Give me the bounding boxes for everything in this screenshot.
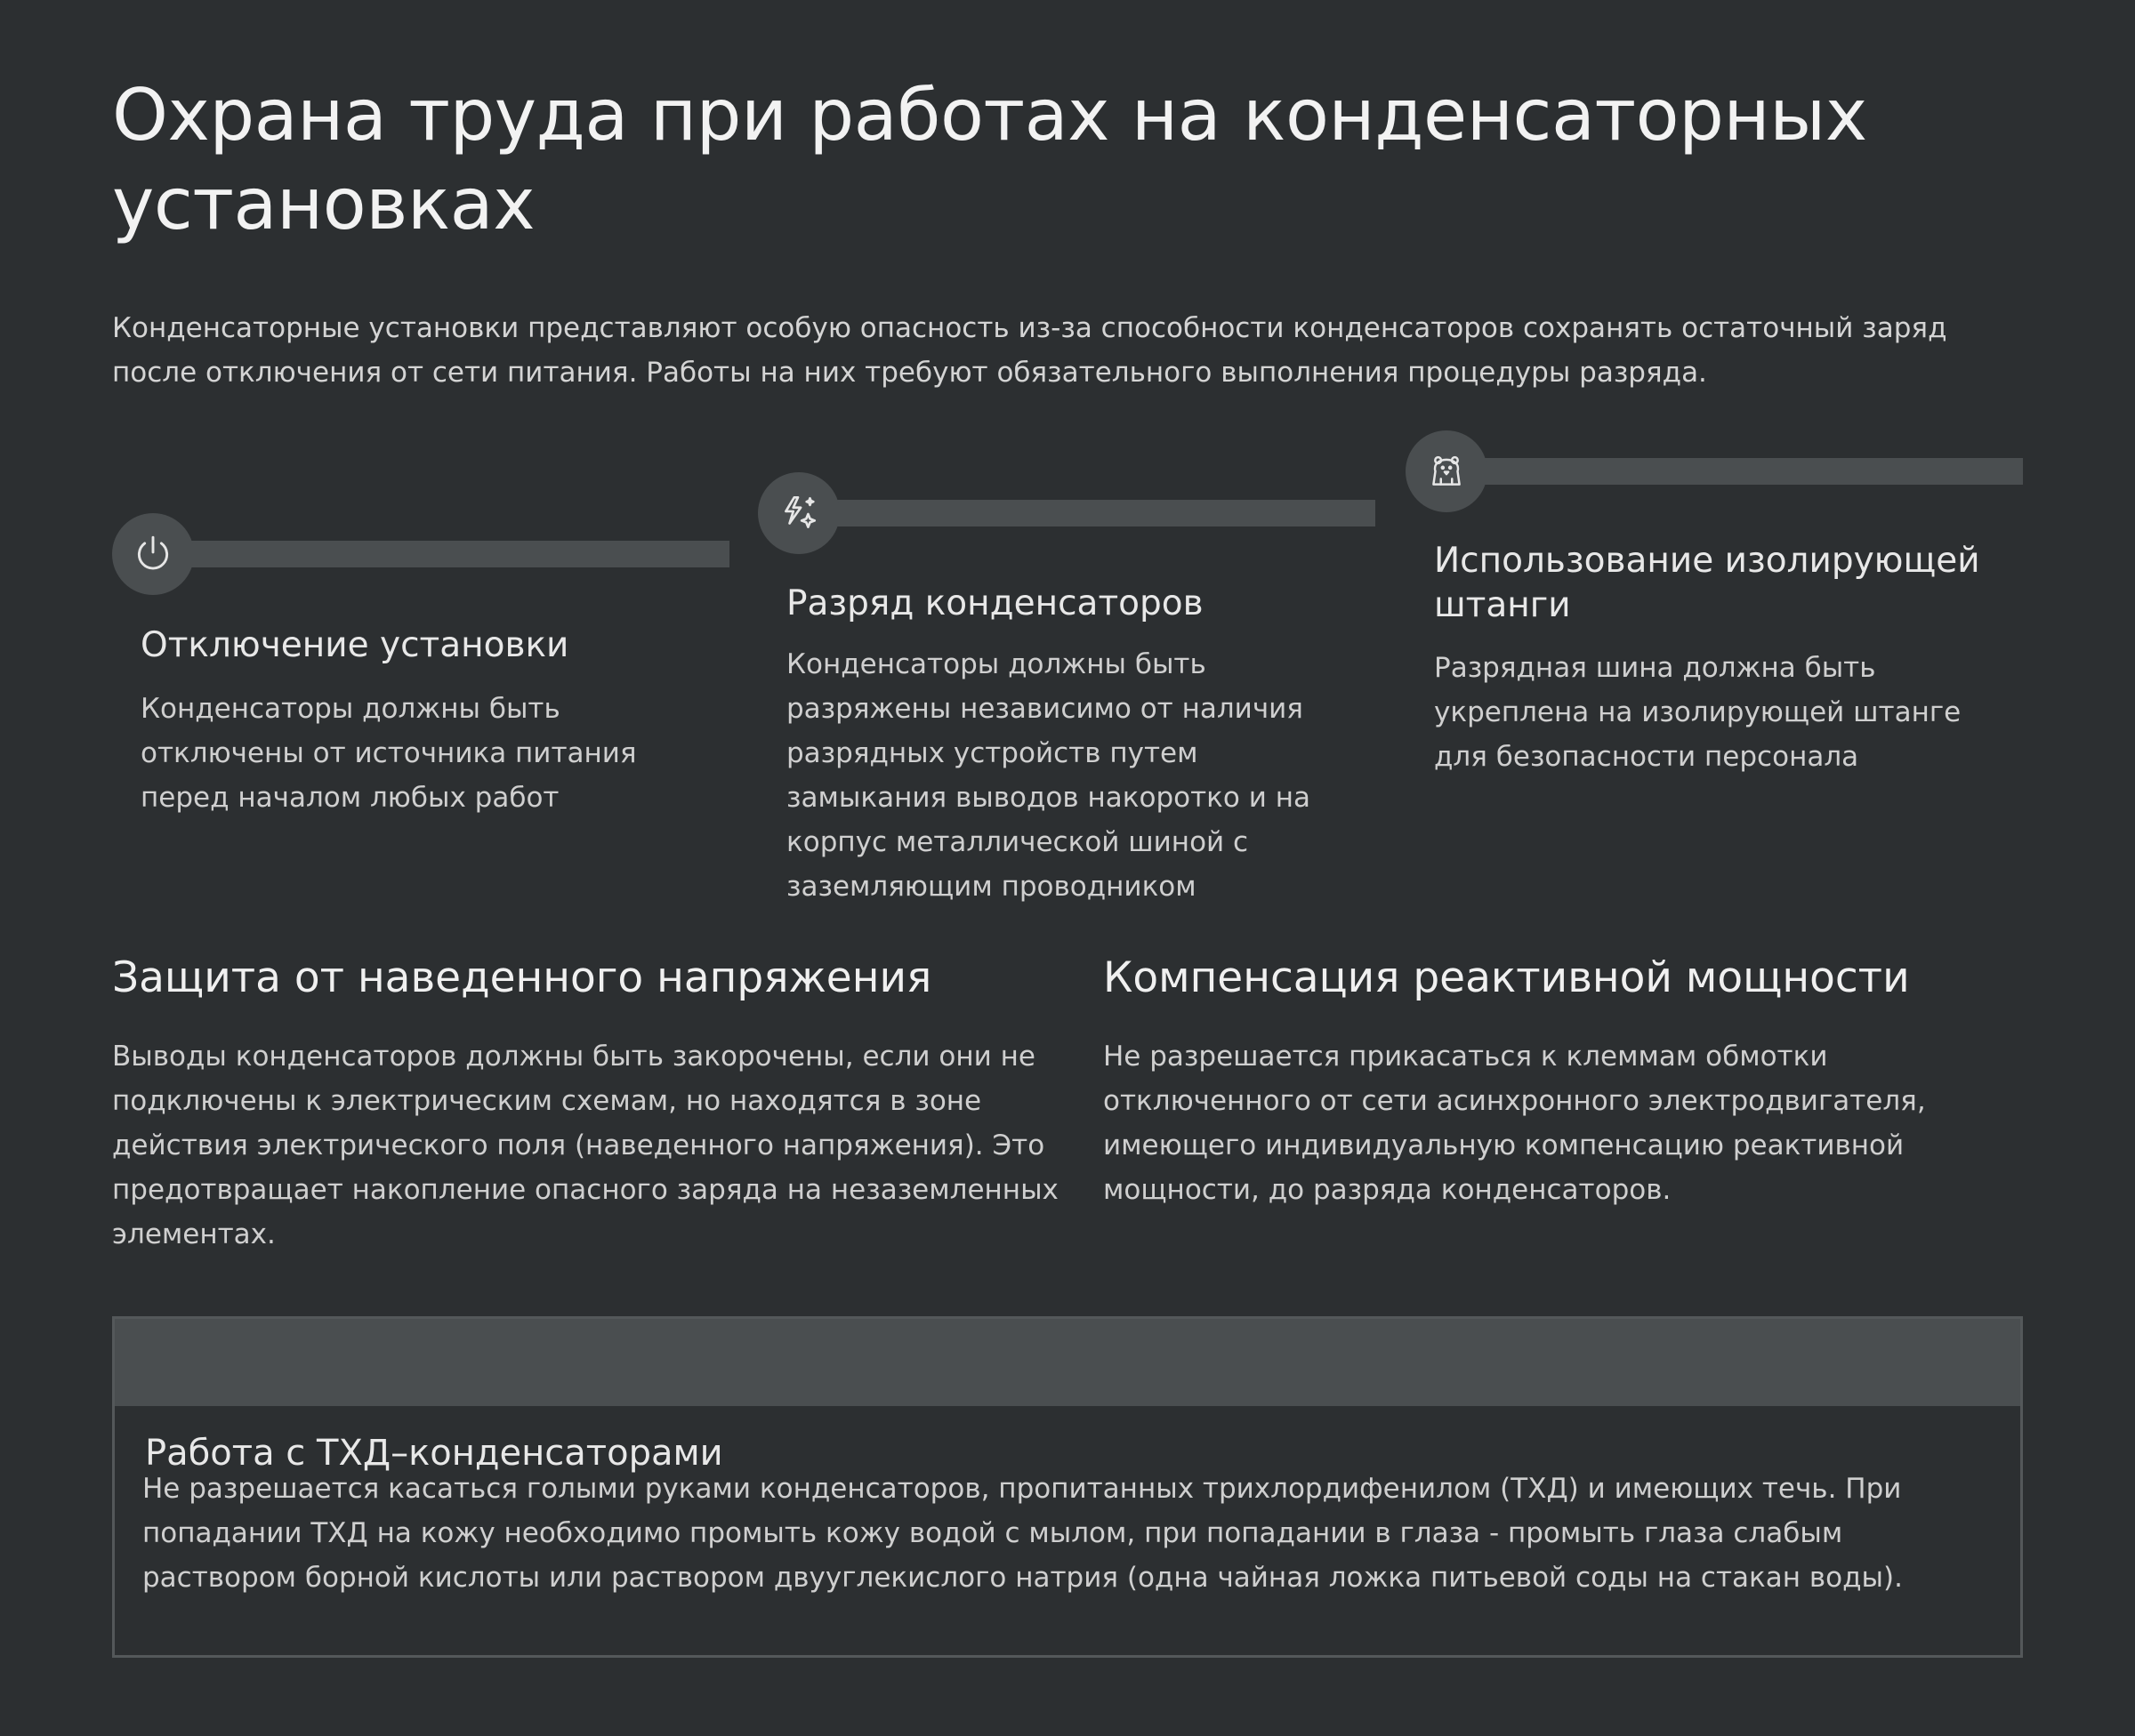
notice-heading: Работа с ТХД–конденсаторами <box>145 1433 723 1474</box>
page-title: Охрана труда при работах на конденсаторных установках <box>112 74 1867 245</box>
step-heading: Разряд конденсаторов <box>786 583 1204 623</box>
power-icon <box>112 513 194 595</box>
step-text: Конденсаторы должны быть разряжены независимо от наличия разрядных устройств путем замыкания выводов накоротко и на корпус металлической шиной с заземляющим проводником <box>786 648 1310 903</box>
step-track <box>112 513 729 595</box>
section-text: Выводы конденсаторов должны быть закорочены, если они не подключены к электрическим схемам, но находятся в зоне действия электрического поля (наведенного напряжения). Это предотвращает накопление опасного заряда на незаземленных элементах. <box>112 1041 1059 1250</box>
step-bar <box>183 541 729 567</box>
step-heading: Использование изолирующей штанги <box>1434 541 1980 625</box>
step-text: Конденсаторы должны быть отключены от источника питания перед началом любых работ <box>141 693 637 814</box>
step-heading: Отключение установки <box>141 625 569 665</box>
notice-text: Не разрешается касаться голыми руками конденсаторов, пропитанных трихлордифенилом (ТХД) и имеющих течь. При попадании ТХД на кожу необходимо промыть кожу водой с мылом, при попадании в глаза - промыть глаза слабым раствором борной кислоты или раствором двууглекислого натрия (одна чайная ложка питьевой соды на стакан воды). <box>142 1473 1903 1594</box>
sparkles-icon <box>758 472 840 554</box>
step-track <box>1406 430 2023 512</box>
section-heading: Защита от наведенного напряжения <box>112 953 932 1002</box>
step-bar <box>829 500 1375 526</box>
section-text: Не разрешается прикасаться к клеммам обмотки отключенного от сети асинхронного электродвигателя, имеющего индивидуальную компенсацию реактивной мощности, до разряда конденсаторов. <box>1103 1041 1926 1206</box>
intro-paragraph: Конденсаторные установки представляют особую опасность из-за способности конденсаторов сохранять остаточный заряд после отключения от сети питания. Работы на них требуют обязательного выполнения процедуры разряда. <box>112 312 1947 389</box>
notice-header-band <box>115 1319 2020 1406</box>
step-bar <box>1477 458 2023 485</box>
step-track <box>758 472 1375 554</box>
bear-icon <box>1406 430 1487 512</box>
section-heading: Компенсация реактивной мощности <box>1103 953 1910 1002</box>
step-text: Разрядная шина должна быть укреплена на изолирующей штанге для безопасности персонала <box>1434 652 1962 773</box>
